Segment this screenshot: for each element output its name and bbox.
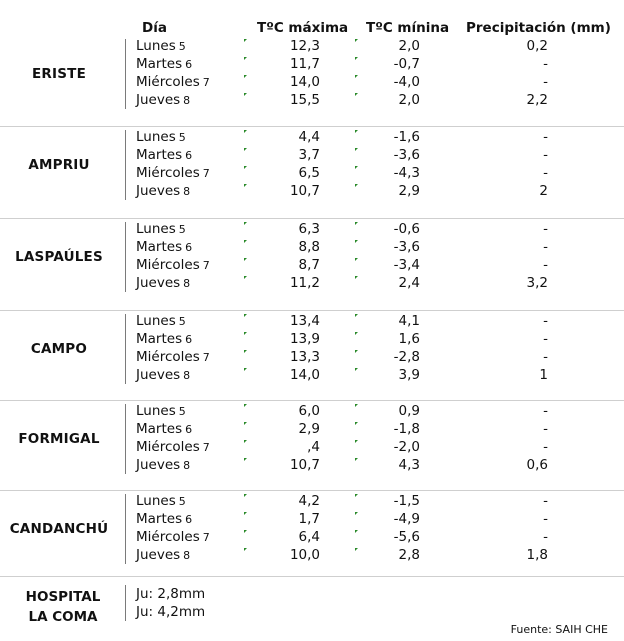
day-number: 6: [185, 423, 193, 436]
cell-marker-icon: [355, 512, 358, 515]
cell-marker-icon: [355, 458, 358, 461]
precipitation-cell: -: [543, 257, 548, 273]
table-row: [0, 37, 624, 55]
day-cell: [136, 510, 192, 529]
tmax-cell: 12,3: [289, 38, 320, 54]
day-number: 7: [202, 259, 210, 272]
precipitation-cell: -: [543, 439, 548, 455]
day-name: Miércoles: [136, 257, 200, 273]
cell-marker-icon: [244, 166, 247, 169]
cell-marker-icon: [355, 422, 358, 425]
day-name: Martes: [136, 147, 183, 163]
table-row: [0, 546, 624, 564]
day-number: 7: [202, 351, 210, 364]
tmin-cell: -1,8: [393, 421, 420, 437]
table-row: [0, 274, 624, 292]
day-number: 5: [178, 40, 186, 53]
table-row: [0, 182, 624, 200]
day-number: 8: [183, 369, 191, 382]
station-name: ERISTE: [32, 66, 86, 82]
cell-marker-icon: [355, 258, 358, 261]
day-name: Jueves: [136, 547, 181, 563]
day-number: 8: [183, 277, 191, 290]
precipitation-cell: -: [543, 421, 548, 437]
precipitation-cell: -: [543, 56, 548, 72]
day-name: Lunes: [136, 129, 176, 145]
tmin-cell: 2,4: [398, 275, 420, 291]
precipitation-cell: 1: [539, 367, 548, 383]
hospital-line1: Ju: 2,8mm: [136, 586, 206, 602]
tmax-cell: 1,7: [298, 511, 320, 527]
cell-marker-icon: [355, 166, 358, 169]
day-cell: [136, 55, 192, 74]
tmax-cell: 10,0: [289, 547, 320, 563]
tmax-cell: 13,4: [289, 313, 320, 329]
cell-marker-icon: [244, 258, 247, 261]
station-block: [0, 490, 624, 577]
day-cell: [136, 456, 190, 475]
day-name: Jueves: [136, 275, 181, 291]
tmax-cell: 15,5: [289, 92, 320, 108]
table-row: [0, 238, 624, 256]
day-name: Lunes: [136, 403, 176, 419]
cell-marker-icon: [244, 184, 247, 187]
station-name: FORMIGAL: [18, 431, 100, 447]
tmin-cell: 0,9: [398, 403, 420, 419]
day-cell: [136, 128, 186, 147]
cell-marker-icon: [355, 222, 358, 225]
table-row: [0, 256, 624, 274]
day-name: Lunes: [136, 313, 176, 329]
day-number: 7: [202, 441, 210, 454]
day-name: Miércoles: [136, 349, 200, 365]
precipitation-cell: -: [543, 313, 548, 329]
cell-marker-icon: [244, 530, 247, 533]
tmin-cell: -1,6: [393, 129, 420, 145]
day-name: Jueves: [136, 183, 181, 199]
day-cell: [136, 238, 192, 257]
day-cell: [136, 420, 192, 439]
tmax-cell: 10,7: [289, 457, 320, 473]
day-cell: [136, 256, 210, 275]
header-tmax: TºC máxima: [257, 20, 349, 36]
day-cell: [136, 402, 186, 421]
cell-marker-icon: [355, 57, 358, 60]
tmin-cell: -3,6: [393, 147, 420, 163]
station-name: LASPAÚLES: [15, 249, 103, 265]
precipitation-cell: -: [543, 221, 548, 237]
tmin-cell: 2,8: [398, 547, 420, 563]
day-number: 8: [183, 94, 191, 107]
tmin-cell: -3,6: [393, 239, 420, 255]
table-row: [0, 348, 624, 366]
day-cell: [136, 164, 210, 183]
day-number: 7: [202, 76, 210, 89]
tmin-cell: 3,9: [398, 367, 420, 383]
tmin-cell: 2,0: [398, 38, 420, 54]
tmax-cell: 6,0: [298, 403, 320, 419]
hospital-name: [8, 587, 118, 627]
precipitation-cell: 2: [539, 183, 548, 199]
table-row: [0, 330, 624, 348]
header-precipitacion: Precipitación (mm): [466, 20, 611, 36]
precipitation-cell: -: [543, 74, 548, 90]
cell-marker-icon: [244, 368, 247, 371]
day-number: 5: [178, 495, 186, 508]
day-name: Martes: [136, 421, 183, 437]
day-cell: [136, 182, 190, 201]
day-name: Miércoles: [136, 74, 200, 90]
day-number: 8: [183, 549, 191, 562]
day-number: 8: [183, 185, 191, 198]
cell-marker-icon: [244, 422, 247, 425]
cell-marker-icon: [355, 240, 358, 243]
table-row: [0, 456, 624, 474]
tmax-cell: 6,3: [298, 221, 320, 237]
tmax-cell: 13,3: [289, 349, 320, 365]
precipitation-cell: -: [543, 403, 548, 419]
cell-marker-icon: [244, 57, 247, 60]
tmax-cell: 4,4: [298, 129, 320, 145]
cell-marker-icon: [355, 548, 358, 551]
cell-marker-icon: [244, 548, 247, 551]
table-row: [0, 438, 624, 456]
day-name: Miércoles: [136, 165, 200, 181]
day-number: 5: [178, 131, 186, 144]
tmin-cell: -4,9: [393, 511, 420, 527]
day-number: 5: [178, 405, 186, 418]
table-row: [0, 528, 624, 546]
tmax-cell: 10,7: [289, 183, 320, 199]
cell-marker-icon: [355, 530, 358, 533]
tmax-cell: 6,5: [298, 165, 320, 181]
cell-marker-icon: [244, 332, 247, 335]
precipitation-cell: -: [543, 239, 548, 255]
precipitation-cell: -: [543, 349, 548, 365]
cell-marker-icon: [244, 148, 247, 151]
day-cell: [136, 330, 192, 349]
day-number: 6: [185, 241, 193, 254]
cell-marker-icon: [244, 440, 247, 443]
day-number: 6: [185, 149, 193, 162]
station-name: AMPRIU: [28, 157, 90, 173]
cell-marker-icon: [355, 404, 358, 407]
cell-marker-icon: [244, 314, 247, 317]
station-block: [0, 400, 624, 487]
tmin-cell: -0,6: [393, 221, 420, 237]
cell-marker-icon: [244, 404, 247, 407]
precipitation-cell: -: [543, 511, 548, 527]
tmin-cell: -3,4: [393, 257, 420, 273]
tmax-cell: 11,7: [289, 56, 320, 72]
day-name: Jueves: [136, 457, 181, 473]
day-name: Martes: [136, 239, 183, 255]
header-dia: Día: [142, 20, 167, 36]
tmin-cell: 1,6: [398, 331, 420, 347]
cell-marker-icon: [244, 93, 247, 96]
precipitation-cell: -: [543, 129, 548, 145]
day-cell: [136, 220, 186, 239]
cell-marker-icon: [244, 512, 247, 515]
cell-marker-icon: [244, 39, 247, 42]
precipitation-cell: -: [543, 147, 548, 163]
tmax-cell: 11,2: [289, 275, 320, 291]
cell-marker-icon: [355, 350, 358, 353]
cell-marker-icon: [244, 276, 247, 279]
day-name: Lunes: [136, 38, 176, 54]
cell-marker-icon: [355, 332, 358, 335]
table-row: [0, 510, 624, 528]
tmin-cell: 4,3: [398, 457, 420, 473]
tmax-cell: 8,8: [298, 239, 320, 255]
table-row: [0, 146, 624, 164]
cell-marker-icon: [355, 276, 358, 279]
cell-marker-icon: [355, 184, 358, 187]
tmax-cell: 6,4: [298, 529, 320, 545]
tmin-cell: -1,5: [393, 493, 420, 509]
precipitation-cell: 3,2: [526, 275, 548, 291]
day-number: 5: [178, 223, 186, 236]
table-row: [0, 492, 624, 510]
day-number: 6: [185, 58, 193, 71]
source-credit: Fuente: SAIH CHE: [510, 623, 608, 636]
precipitation-cell: -: [543, 331, 548, 347]
cell-marker-icon: [355, 148, 358, 151]
hospital-divider: [125, 585, 126, 621]
cell-marker-icon: [355, 494, 358, 497]
hospital-la-coma: [0, 576, 624, 641]
station-block: [0, 36, 624, 122]
table-row: [0, 420, 624, 438]
day-cell: [136, 91, 190, 110]
table-row: [0, 55, 624, 73]
precipitation-cell: 0,6: [526, 457, 548, 473]
day-name: Martes: [136, 331, 183, 347]
day-cell: [136, 492, 186, 511]
tmin-cell: 2,9: [398, 183, 420, 199]
tmin-cell: -4,3: [393, 165, 420, 181]
hospital-line2: Ju: 4,2mm: [136, 604, 206, 620]
table-row: [0, 366, 624, 384]
day-name: Lunes: [136, 493, 176, 509]
header-tmin: TºC mínina: [366, 20, 450, 36]
cell-marker-icon: [355, 368, 358, 371]
table-row: [0, 220, 624, 238]
precipitation-cell: 0,2: [526, 38, 548, 54]
station-name: CAMPO: [30, 341, 88, 357]
station-block: [0, 310, 624, 397]
day-name: Miércoles: [136, 529, 200, 545]
day-cell: [136, 274, 190, 293]
table-row: [0, 402, 624, 420]
day-cell: [136, 348, 210, 367]
tmax-cell: ,4: [307, 439, 320, 455]
tmin-cell: -4,0: [393, 74, 420, 90]
cell-marker-icon: [244, 130, 247, 133]
cell-marker-icon: [355, 39, 358, 42]
tmax-cell: 14,0: [289, 74, 320, 90]
tmax-cell: 14,0: [289, 367, 320, 383]
table-row: [0, 91, 624, 109]
cell-marker-icon: [355, 440, 358, 443]
day-name: Lunes: [136, 221, 176, 237]
tmax-cell: 4,2: [298, 493, 320, 509]
day-name: Jueves: [136, 367, 181, 383]
cell-marker-icon: [244, 350, 247, 353]
day-number: 6: [185, 513, 193, 526]
day-cell: [136, 73, 210, 92]
precipitation-cell: -: [543, 493, 548, 509]
tmax-cell: 3,7: [298, 147, 320, 163]
cell-marker-icon: [244, 458, 247, 461]
day-cell: [136, 366, 190, 385]
tmin-cell: -5,6: [393, 529, 420, 545]
day-number: 7: [202, 531, 210, 544]
hospital-name-line2: LA COMA: [28, 609, 98, 625]
tmin-cell: -2,0: [393, 439, 420, 455]
tmax-cell: 13,9: [289, 331, 320, 347]
table-row: [0, 128, 624, 146]
day-name: Jueves: [136, 92, 181, 108]
station-name: CANDANCHÚ: [9, 521, 109, 537]
day-number: 7: [202, 167, 210, 180]
precipitation-cell: -: [543, 165, 548, 181]
day-number: 6: [185, 333, 193, 346]
cell-marker-icon: [244, 222, 247, 225]
tmax-cell: 2,9: [298, 421, 320, 437]
precipitation-cell: 1,8: [526, 547, 548, 563]
station-block: [0, 218, 624, 305]
table-row: [0, 312, 624, 330]
day-name: Miércoles: [136, 439, 200, 455]
day-cell: [136, 37, 186, 56]
cell-marker-icon: [355, 314, 358, 317]
day-cell: [136, 438, 210, 457]
cell-marker-icon: [355, 130, 358, 133]
day-cell: [136, 146, 192, 165]
day-name: Martes: [136, 56, 183, 72]
station-block: [0, 126, 624, 213]
table-row: [0, 73, 624, 91]
tmax-cell: 8,7: [298, 257, 320, 273]
cell-marker-icon: [244, 240, 247, 243]
precipitation-cell: -: [543, 529, 548, 545]
tmin-cell: 4,1: [398, 313, 420, 329]
tmin-cell: -0,7: [393, 56, 420, 72]
day-cell: [136, 546, 190, 565]
cell-marker-icon: [355, 93, 358, 96]
day-name: Martes: [136, 511, 183, 527]
hospital-name-line1: HOSPITAL: [25, 589, 101, 605]
day-number: 5: [178, 315, 186, 328]
cell-marker-icon: [244, 75, 247, 78]
day-cell: [136, 528, 210, 547]
tmin-cell: 2,0: [398, 92, 420, 108]
precipitation-cell: 2,2: [526, 92, 548, 108]
tmin-cell: -2,8: [393, 349, 420, 365]
cell-marker-icon: [355, 75, 358, 78]
cell-marker-icon: [244, 494, 247, 497]
day-number: 8: [183, 459, 191, 472]
day-cell: [136, 312, 186, 331]
table-row: [0, 164, 624, 182]
